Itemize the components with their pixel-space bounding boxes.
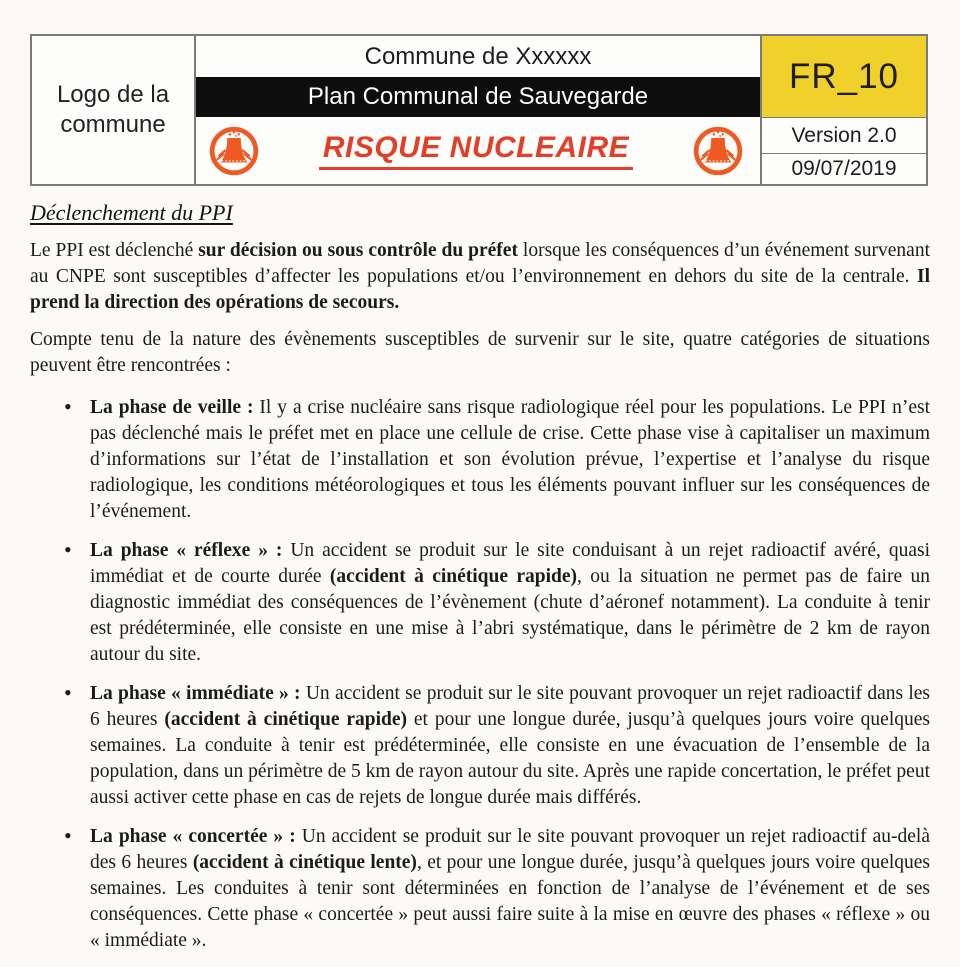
risk-title: RISQUE NUCLEAIRE (319, 131, 633, 170)
document-header-table (30, 34, 928, 186)
header-right-column (760, 36, 926, 184)
bold-text-run: (accident à cinétique rapide) (164, 709, 408, 730)
text-run: lorsque les conséquences d’un événement survenant au CNPE sont susceptibles d’affecter les populations et/ou l’environnement en dehors du site de la centrale. (30, 240, 930, 287)
bold-text-run: (accident à cinétique lente) (192, 852, 417, 873)
document-body (30, 200, 930, 967)
text-run: Un accident se produit sur le site pouvant provoquer un rejet radioactif au-delà des 6 heures (90, 826, 931, 873)
text-run: , ou la situation ne permet pas de faire un diagnostic immédiat des conséquences de l’évènement (chute d’aéronef notamment). La conduite à tenir est prédéterminée, elle consiste en une mise à l’abri systématique, dans le périmètre de 2 km de rayon autour du site. (90, 566, 930, 665)
bold-text-run: (accident à cinétique rapide) (329, 566, 578, 587)
list-item-phase-immediate (90, 681, 930, 811)
list-item-phase-reflexe (90, 538, 930, 668)
text-run: Le PPI est déclenché (30, 240, 199, 261)
text-run: Il y a crise nucléaire sans risque radiologique réel pour les populations. Le PPI n’est pas déclenché mais le préfet met en place une cellule de crise. Cette phase vise à capitaliser un maximum d’informations sur l’état de l’installation et son évolution prévue, l’expertise et l’analyse du risque radiologique, les conditions météorologiques et tous les éléments pouvant influer sur les conséquences de l’événement. (90, 397, 931, 522)
nuclear-tower-icon (208, 125, 260, 177)
commune-name: Commune de Xxxxxx (364, 42, 592, 70)
bold-text-run: La phase « immédiate » : (90, 683, 306, 704)
header-middle-column (196, 36, 760, 184)
list-item-phase-veille (90, 395, 930, 525)
bold-text-run: La phase « concertée » : (90, 826, 302, 847)
bold-text-run: La phase de veille : (90, 397, 260, 418)
risk-title-row (196, 117, 760, 184)
plan-title-bar: Plan Communal de Sauvegarde (196, 77, 760, 117)
text-run: Un accident se produit sur le site pouvant provoquer un rejet radioactif dans les 6 heures (90, 683, 931, 730)
section-title: Déclenchement du PPI (30, 200, 233, 225)
document-code-badge: FR_10 (762, 36, 926, 117)
nuclear-tower-icon (692, 125, 744, 177)
text-run: et pour une longue durée, jusqu’à quelques jours voire quelques semaines. La conduite à tenir est prédéterminée, elle consiste en une évacuation de l’ensemble de la population, dans un périmètre de 5 km de rayon autour du site. Après une rapide concertation, le préfet peut aussi activer cette phase en cas de rejets de longue durée mais différés. (90, 709, 930, 808)
paragraph-four-categories (30, 327, 930, 379)
text-run: , et pour une longue durée, jusqu’à quelques jours voire quelques semaines. Les conduites à tenir sont déterminées en fonction de l’analyse de l’événement et de ses conséquences. Cette phase « concertée » peut aussi faire suite à la mise en œuvre des phases « réflexe » ou « immédiate ». (90, 852, 931, 951)
list-item-phase-concertee (90, 824, 930, 954)
text-run: Un accident se produit sur le site conduisant à un rejet radioactif avéré, quasi immédiat et de courte durée (90, 540, 930, 587)
date-label: 09/07/2019 (762, 153, 926, 184)
bold-text-run: Il prend la direction des opérations de secours. (30, 266, 930, 313)
phase-list (30, 395, 930, 954)
bold-text-run: La phase « réflexe » : (90, 540, 291, 561)
bold-text-run: sur décision ou sous contrôle du préfet (198, 240, 518, 261)
text-run: Compte tenu de la nature des évènements susceptibles de survenir sur le site, quatre catégories de situations peuvent être rencontrées : (30, 329, 930, 376)
paragraph-ppi-trigger (30, 238, 930, 316)
version-label: Version 2.0 (762, 117, 926, 153)
logo-placeholder-cell: Logo de la commune (32, 36, 196, 184)
